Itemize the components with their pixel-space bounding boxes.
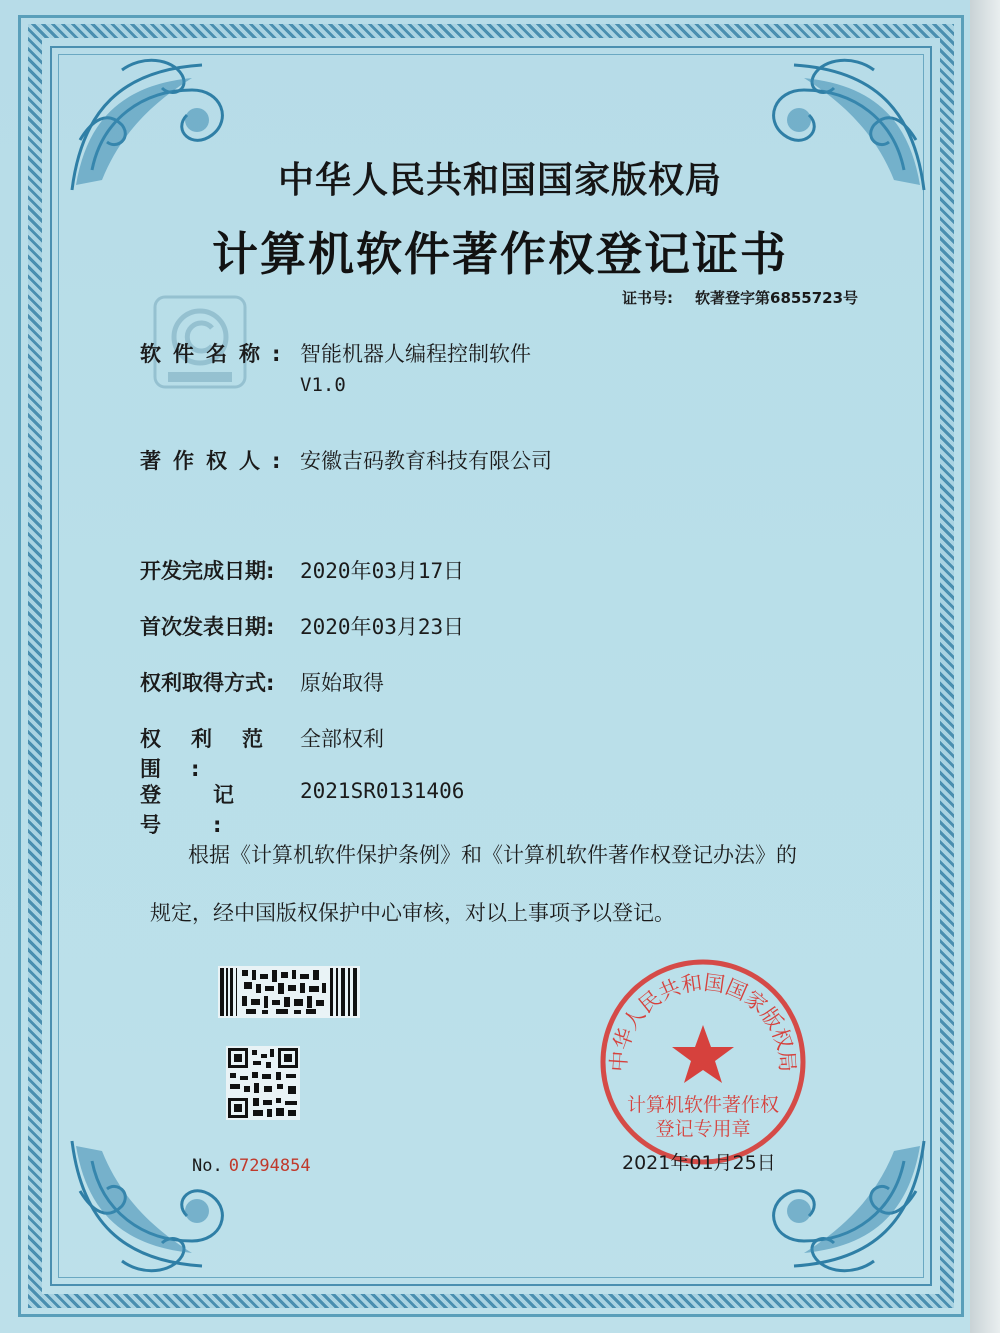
field-label: 权利取得方式: bbox=[140, 671, 275, 695]
official-seal bbox=[596, 955, 810, 1169]
field-label: 开发完成日期: bbox=[140, 559, 275, 583]
qr-code-icon bbox=[226, 1046, 300, 1120]
field-value bbox=[300, 338, 531, 396]
field-software-name bbox=[140, 338, 531, 396]
field-owner bbox=[140, 445, 552, 475]
field-value: 2021SR0131406 bbox=[300, 779, 465, 803]
field-value: 原始取得 bbox=[300, 671, 384, 695]
serial-number bbox=[192, 1156, 311, 1176]
field-pub-date bbox=[140, 611, 464, 641]
issuer-title: 中华人民共和国国家版权局 bbox=[277, 160, 722, 201]
seal-line-1: 计算机软件著作权 bbox=[626, 1094, 780, 1116]
field-value: 2020年03月23日 bbox=[300, 615, 465, 639]
field-label: 首次发表日期: bbox=[140, 615, 275, 639]
field-value: 全部权利 bbox=[300, 727, 384, 751]
certificate-number bbox=[622, 287, 858, 308]
serial-label: No. bbox=[192, 1156, 223, 1176]
barcode-icon bbox=[218, 966, 360, 1018]
serial-value: 07294854 bbox=[228, 1156, 311, 1176]
seal-arc-text: 中华人民共和国国家版权局 bbox=[606, 970, 800, 1073]
field-dev-date bbox=[140, 555, 464, 585]
field-acquisition-method bbox=[140, 667, 384, 697]
issue-date: 2021年01月25日 bbox=[622, 1152, 776, 1174]
field-label: 权利范围: bbox=[140, 727, 293, 781]
field-label: 著作权人: bbox=[140, 449, 293, 473]
field-rights-scope bbox=[140, 723, 384, 783]
seal-line-2: 登记专用章 bbox=[655, 1118, 751, 1140]
certificate-number-label: 证书号: bbox=[622, 289, 673, 307]
field-value: 2020年03月17日 bbox=[300, 559, 465, 583]
certificate-title: 计算机软件著作权登记证书 bbox=[212, 227, 788, 281]
statement-paragraph bbox=[150, 826, 910, 942]
field-label: 软件名称: bbox=[140, 342, 293, 366]
software-version-value: V1.0 bbox=[300, 374, 346, 396]
field-label: 登记号: bbox=[140, 783, 286, 837]
statement-line-1: 根据《计算机软件保护条例》和《计算机软件著作权登记办法》的 bbox=[188, 843, 797, 867]
corner-ornament-icon bbox=[62, 1131, 252, 1281]
certificate-number-value: 软著登字第6855723号 bbox=[695, 289, 859, 307]
field-value: 安徽吉码教育科技有限公司 bbox=[300, 449, 552, 473]
statement-line-2: 规定，经中国版权保护中心审核，对以上事项予以登记。 bbox=[150, 901, 675, 925]
seal-star-icon bbox=[672, 1025, 734, 1083]
software-name-value: 智能机器人编程控制软件 bbox=[300, 342, 531, 366]
